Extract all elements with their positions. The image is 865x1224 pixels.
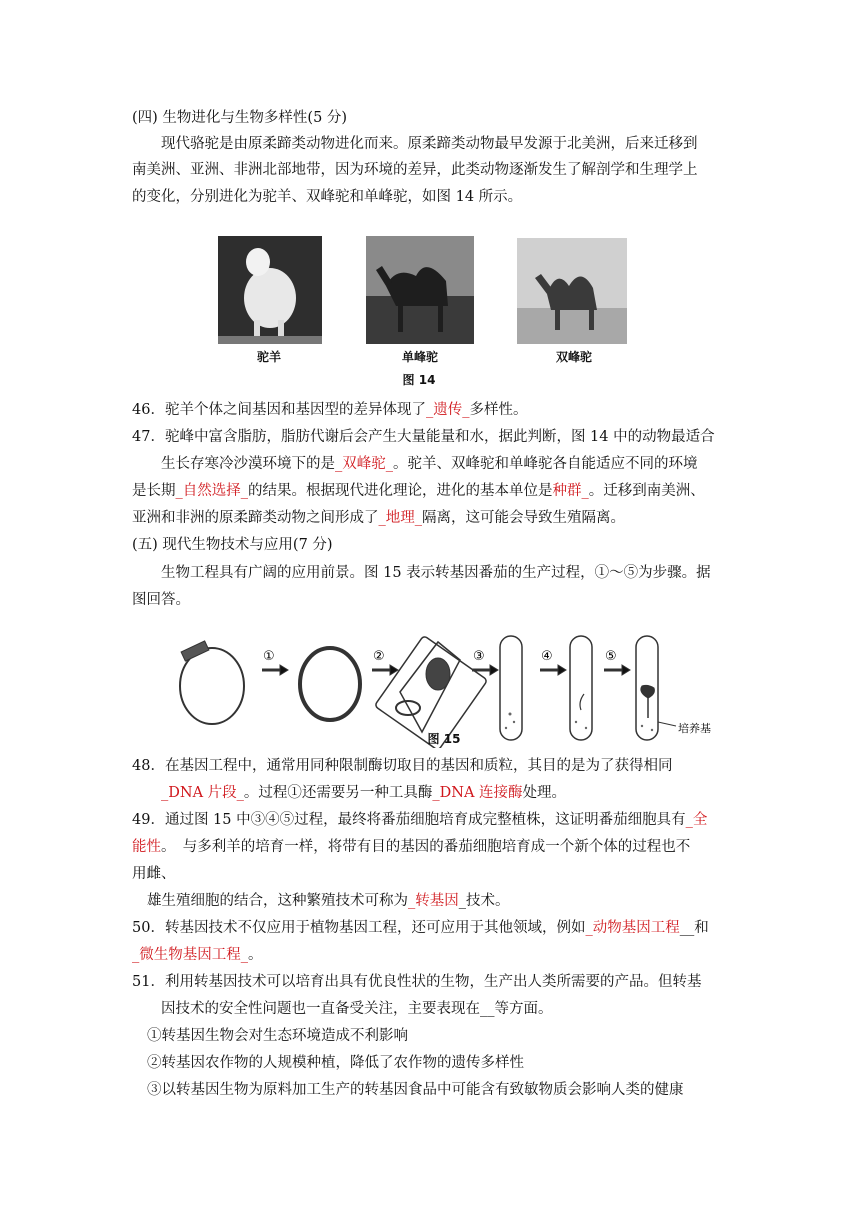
paragraph-line: 的变化，分别进化为驼羊、双峰驼和单峰驼，如图 14 所示。 xyxy=(132,189,523,205)
question-text: __和 xyxy=(679,920,709,936)
section-heading-5: (五) 现代生物技术与应用(7 分) xyxy=(132,537,333,553)
question-text: 。 xyxy=(248,947,263,963)
answer-text: _全 xyxy=(685,812,708,828)
question-text: 。 与多利羊的培育一样，将带有目的基因的番茄细胞培育成一个新个体的过程也不 xyxy=(161,839,691,855)
question-51-line: 因技术的安全性问题也一直备受关注，主要表现在__等方面。 xyxy=(161,1001,553,1017)
figure-label: 双峰驼 xyxy=(555,350,592,364)
question-49-line: 用雌、 xyxy=(132,866,176,882)
step-label: ⑤ xyxy=(605,649,617,664)
figure-caption: 图 15 xyxy=(427,732,461,746)
answer-text: _动物基因工程 xyxy=(585,920,680,936)
medium-label: 培养基 xyxy=(678,722,711,735)
step-label: ② xyxy=(373,649,385,664)
dromedary-photo xyxy=(366,236,474,344)
step-label: ④ xyxy=(541,649,553,664)
section-heading-4: (四) 生物进化与生物多样性(5 分) xyxy=(132,110,348,126)
question-48-line: 48．在基因工程中，通常用同种限制酶切取目的基因和质粒，其目的是为了获得相同 xyxy=(132,758,673,774)
figure-caption: 图 14 xyxy=(402,373,436,387)
question-47-line: 47．驼峰中富含脂肪，脂肪代谢后会产生大量能量和水，据此判断，图 14 中的动物最适合 xyxy=(132,429,715,445)
paragraph-line: 现代骆驼是由原柔蹄类动物进化而来。原柔蹄类动物最早发源于北美洲，后来迁移到 xyxy=(161,136,698,152)
figure-14 xyxy=(214,226,634,388)
option-item: ②转基因农作物的人规模种植，降低了农作物的遗传多样性 xyxy=(147,1055,524,1071)
answer-text: _自然选择_ xyxy=(175,483,248,499)
figure-label: 驼羊 xyxy=(256,350,281,364)
figure-15 xyxy=(176,622,716,748)
answer-text: _微生物基因工程_ xyxy=(132,947,248,963)
question-51-line: 51．利用转基因技术可以培育出具有优良性状的生物，生产出人类所需要的产品。但转基 xyxy=(132,974,702,990)
question-text: 隔离，这可能会导致生殖隔离。 xyxy=(422,510,625,526)
paragraph-line: 南美洲、亚洲、非洲北部地带，因为环境的差异，此类动物逐渐发生了解剖学和生理学上 xyxy=(132,162,698,178)
question-49-line xyxy=(132,810,707,830)
figure-label: 单峰驼 xyxy=(401,350,438,364)
question-50-line xyxy=(132,945,263,965)
bactrian-photo xyxy=(517,238,627,344)
question-46 xyxy=(132,400,527,420)
answer-text: 能性 xyxy=(132,839,161,855)
answer-text: 种群_ xyxy=(552,483,589,499)
question-49-line xyxy=(147,891,510,911)
question-50-line xyxy=(132,918,709,938)
question-47-line xyxy=(132,508,625,528)
question-text: 46．驼羊个体之间基因和基因型的差异体现了 xyxy=(132,402,426,418)
question-text: 50．转基因技术不仅应用于植物基因工程，还可应用于其他领域，例如 xyxy=(132,920,586,936)
question-text: 。迁移到南美洲、 xyxy=(588,483,705,499)
paragraph-line: 图回答。 xyxy=(132,592,190,608)
question-text: 的结果。根据现代进化理论，进化的基本单位是 xyxy=(248,483,553,499)
question-text: 亚洲和非洲的原柔蹄类动物之间形成了 xyxy=(132,510,379,526)
question-text: 。过程①还需要另一种工具酶 xyxy=(243,785,433,801)
question-49-line xyxy=(132,837,690,857)
paragraph-line: 生物工程具有广阔的应用前景。图 15 表示转基因番茄的生产过程，①～⑤为步骤。据 xyxy=(161,565,711,581)
alpaca-photo xyxy=(218,236,322,344)
question-text: _技术。 xyxy=(458,893,510,909)
question-text: 是长期 xyxy=(132,483,176,499)
answer-text: _地理_ xyxy=(378,510,422,526)
question-48-line xyxy=(161,783,566,803)
option-item: ①转基因生物会对生态环境造成不利影响 xyxy=(147,1028,408,1044)
question-text: 处理。 xyxy=(522,785,567,801)
answer-text: _转基因 xyxy=(408,893,459,909)
step-label: ① xyxy=(263,649,275,664)
answer-text: _DNA 片段_ xyxy=(161,785,244,801)
question-text: 多样性。 xyxy=(469,402,528,418)
question-text: 49．通过图 15 中③④⑤过程，最终将番茄细胞培育成完整植株，这证明番茄细胞具有 xyxy=(132,812,686,828)
option-item: ③以转基因生物为原料加工生产的转基因食品中可能含有致敏物质会影响人类的健康 xyxy=(147,1082,684,1098)
question-text: 雄生殖细胞的结合，这种繁殖技术可称为 xyxy=(147,893,408,909)
answer-text: _遗传_ xyxy=(425,402,470,418)
step-label: ③ xyxy=(473,649,485,664)
question-47-line xyxy=(132,481,705,501)
question-text: 。驼羊、双峰驼和单峰驼各自能适应不同的环境 xyxy=(393,456,698,472)
answer-text: _双峰驼_ xyxy=(335,456,393,472)
question-text: 生长存寒冷沙漠环境下的是 xyxy=(161,456,335,472)
question-47-line xyxy=(161,454,698,474)
answer-text: _DNA 连接酶 xyxy=(432,785,523,801)
